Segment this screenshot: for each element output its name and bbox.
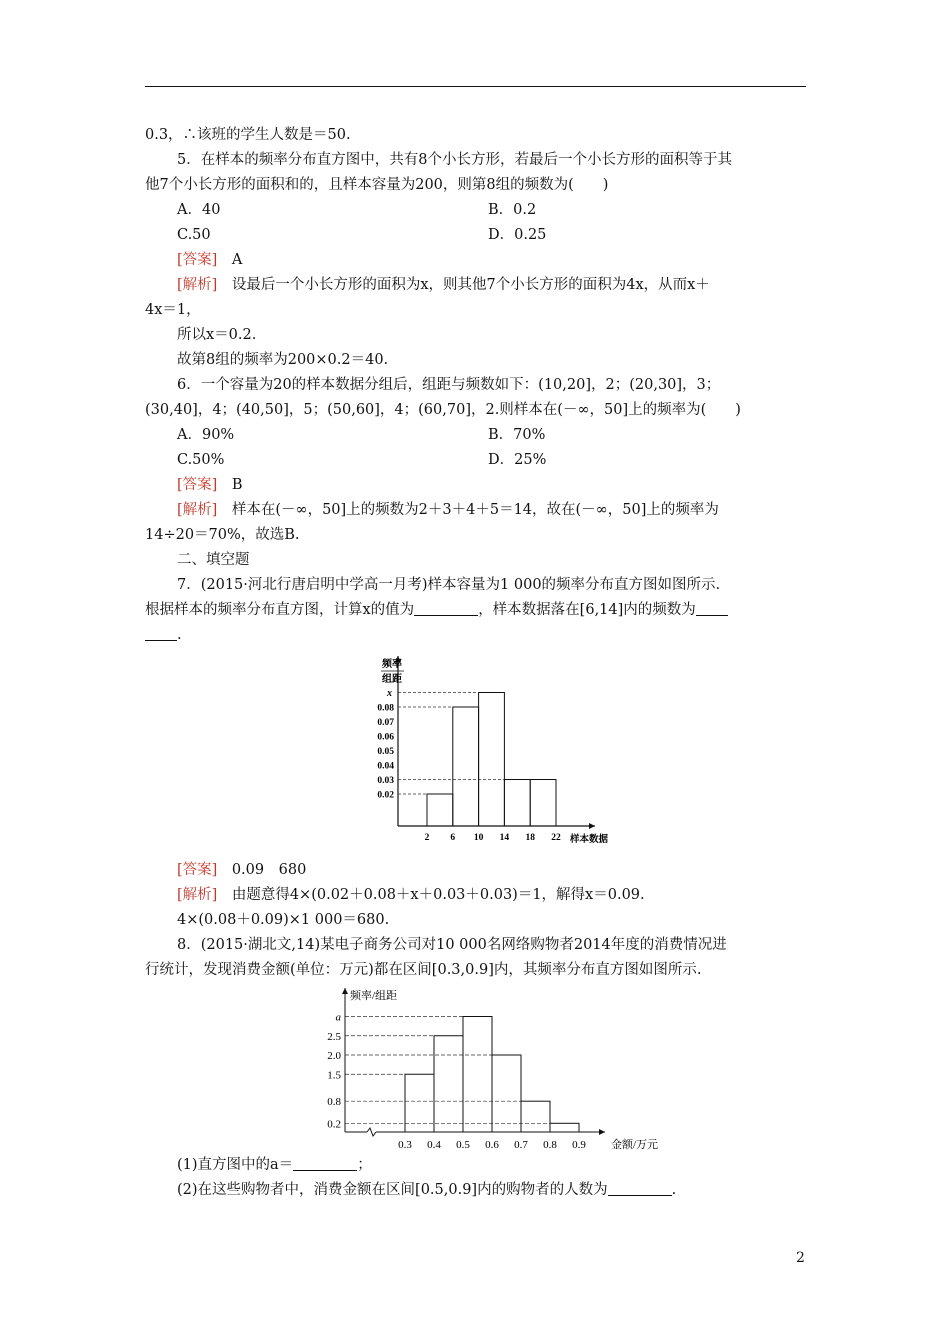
histogram-bar xyxy=(550,1123,579,1132)
q6-answer xyxy=(177,476,242,494)
q6-option-b: B．70% xyxy=(488,427,546,443)
q5-option-a: A．40 xyxy=(177,202,221,218)
q6-option-a: A．90% xyxy=(177,427,235,443)
q5-analysis-cont: 所以x＝0.2. xyxy=(177,327,257,343)
x-axis-label: 金额/万元 xyxy=(611,1139,659,1151)
y-axis-label: 频率/组距 xyxy=(350,990,398,1002)
y-axis-label: 组距 xyxy=(382,674,402,685)
x-axis-label: 样本数据 xyxy=(570,835,609,845)
q6-option-c: C.50% xyxy=(177,452,225,468)
x-axis-arrow xyxy=(599,1129,605,1135)
q6-analysis xyxy=(177,501,719,519)
q7-answer xyxy=(177,861,306,879)
y-tick-label: 0.2 xyxy=(327,1118,341,1131)
q8-text: ； xyxy=(357,1157,372,1173)
q8-text: . xyxy=(671,1182,677,1198)
x-tick-label: 0.3 xyxy=(398,1139,412,1151)
q5-analysis-cont: 故第8组的频率为200×0.2＝40. xyxy=(177,352,389,368)
q8-part2 xyxy=(177,1181,676,1199)
frequency-histogram-chart xyxy=(360,648,630,848)
text-line: 0.3，∴该班的学生人数是＝50. xyxy=(145,127,351,143)
answer-blank xyxy=(414,601,478,616)
q5-analysis xyxy=(177,276,710,294)
q6-stem-cont: (30,40]，4；(40,50]，5；(50,60]，4；(60,70]，2.则样本在(－∞，50]上的频率为( ) xyxy=(145,402,741,418)
analysis-tag: [解析] xyxy=(177,277,218,293)
y-tick-label: 1.5 xyxy=(327,1069,341,1082)
analysis-tag: [解析] xyxy=(177,502,218,518)
answer-blank xyxy=(145,626,177,641)
y-tick-label: a xyxy=(335,1011,341,1024)
y-tick-label: 0.07 xyxy=(377,718,394,728)
x-tick-label: 14 xyxy=(499,833,510,843)
q7-text: 根据样本的频率分布直方图，计算x的值为 xyxy=(145,602,415,618)
answer-value: A xyxy=(231,252,243,268)
header-rule xyxy=(145,86,806,87)
q7-text: . xyxy=(177,627,182,643)
q8-text: (1)直方图中的a＝ xyxy=(177,1157,294,1173)
x-tick-label: 0.8 xyxy=(543,1139,557,1151)
histogram-bar xyxy=(530,780,556,827)
q6-option-d: D．25% xyxy=(488,452,547,468)
x-tick-label: 0.7 xyxy=(514,1139,528,1151)
x-tick-label: 10 xyxy=(473,833,484,843)
y-tick-label: 0.08 xyxy=(377,703,394,714)
answer-tag: [答案] xyxy=(177,252,218,268)
section-heading: 二、填空题 xyxy=(177,552,250,568)
q8-part1 xyxy=(177,1156,372,1174)
page-number: 2 xyxy=(796,1250,805,1266)
histogram-bar xyxy=(492,1055,521,1132)
answer-blank xyxy=(696,601,728,616)
y-tick-label: 0.03 xyxy=(377,776,394,786)
q7-analysis-cont: 4×(0.08＋0.09)×1 000＝680. xyxy=(177,912,390,928)
y-axis-label: 频率 xyxy=(382,659,402,670)
q7-analysis xyxy=(177,886,645,904)
x-axis-arrow xyxy=(589,823,595,829)
answer-blank xyxy=(293,1156,357,1171)
x-tick-label: 0.9 xyxy=(572,1139,586,1151)
y-tick-label: 0.05 xyxy=(377,747,394,757)
q7-text: ，样本数据落在[6,14]内的频数为 xyxy=(478,602,696,618)
q8-text: (2)在这些购物者中，消费金额在区间[0.5,0.9]内的购物者的人数为 xyxy=(177,1182,608,1198)
answer-tag: [答案] xyxy=(177,862,218,878)
q7-stem-cont xyxy=(145,601,728,619)
analysis-tag: [解析] xyxy=(177,887,218,903)
histogram-bar xyxy=(427,794,453,826)
histogram-bar xyxy=(434,1036,463,1132)
q7-stem: 7．(2015·河北行唐启明中学高一月考)样本容量为1 000的频率分布直方图如图所示. xyxy=(177,577,721,593)
y-tick-label: 2.5 xyxy=(327,1030,341,1043)
histogram-bar xyxy=(453,707,479,826)
q6-analysis-cont: 14÷20＝70%，故选B. xyxy=(145,527,300,543)
q5-option-c: C.50 xyxy=(177,227,211,243)
analysis-text: 设最后一个小长方形的面积为x，则其他7个小长方形的面积为4x，从而x＋ xyxy=(231,277,710,293)
y-tick-label: 0.02 xyxy=(377,790,394,801)
histogram-bar xyxy=(521,1101,550,1132)
x-tick-label: 18 xyxy=(525,833,535,843)
q8-stem-cont: 行统计，发现消费金额(单位：万元)都在区间[0.3,0.9]内，其频率分布直方图如图所示. xyxy=(145,962,702,978)
x-tick-label: 2 xyxy=(424,833,430,843)
y-tick-label: 2.0 xyxy=(327,1050,341,1062)
answer-blank xyxy=(608,1181,672,1196)
histogram-bar xyxy=(479,693,505,827)
analysis-text: 样本在(－∞，50]上的频数为2＋3＋4＋5＝14，故在(－∞，50]上的频率为 xyxy=(231,502,719,518)
q5-option-d: D．0.25 xyxy=(488,227,547,243)
histogram-bar xyxy=(504,780,530,827)
y-tick-label: 0.04 xyxy=(377,761,394,772)
q6-stem: 6．一个容量为20的样本数据分组后，组距与频数如下：(10,20]，2；(20,30]，3； xyxy=(177,377,721,393)
x-tick-label: 0.4 xyxy=(427,1139,441,1151)
y-axis-arrow xyxy=(342,988,348,994)
analysis-text: 由题意得4×(0.02＋0.08＋x＋0.03＋0.03)＝1，解得x＝0.09. xyxy=(231,887,645,903)
q5-stem-cont: 他7个小长方形的面积和的，且样本容量为200，则第8组的频数为( ) xyxy=(145,177,609,193)
answer-value: B xyxy=(231,477,243,493)
consumption-histogram-chart xyxy=(315,984,675,1154)
answer-tag: [答案] xyxy=(177,477,218,493)
answer-value: 0.09 680 xyxy=(231,862,307,878)
axis-break-mark xyxy=(367,1128,376,1136)
y-tick-label: 0.8 xyxy=(327,1096,341,1109)
y-tick-label-x: x xyxy=(387,688,392,699)
q5-analysis-cont: 4x＝1， xyxy=(145,302,201,318)
q7-stem-end xyxy=(145,626,182,644)
x-tick-label: 0.5 xyxy=(456,1139,470,1151)
x-tick-label: 6 xyxy=(450,833,456,843)
q5-answer xyxy=(177,251,242,269)
x-tick-label: 22 xyxy=(551,833,561,843)
x-tick-label: 0.6 xyxy=(485,1139,499,1151)
q5-option-b: B．0.2 xyxy=(488,202,537,218)
q8-stem: 8．(2015·湖北文,14)某电子商务公司对10 000名网络购物者2014年度的消费情况进 xyxy=(177,937,727,953)
q5-stem: 5．在样本的频率分布直方图中，共有8个小长方形，若最后一个小长方形的面积等于其 xyxy=(177,152,732,168)
histogram-bar xyxy=(463,1017,492,1133)
y-tick-label: 0.06 xyxy=(377,732,394,743)
